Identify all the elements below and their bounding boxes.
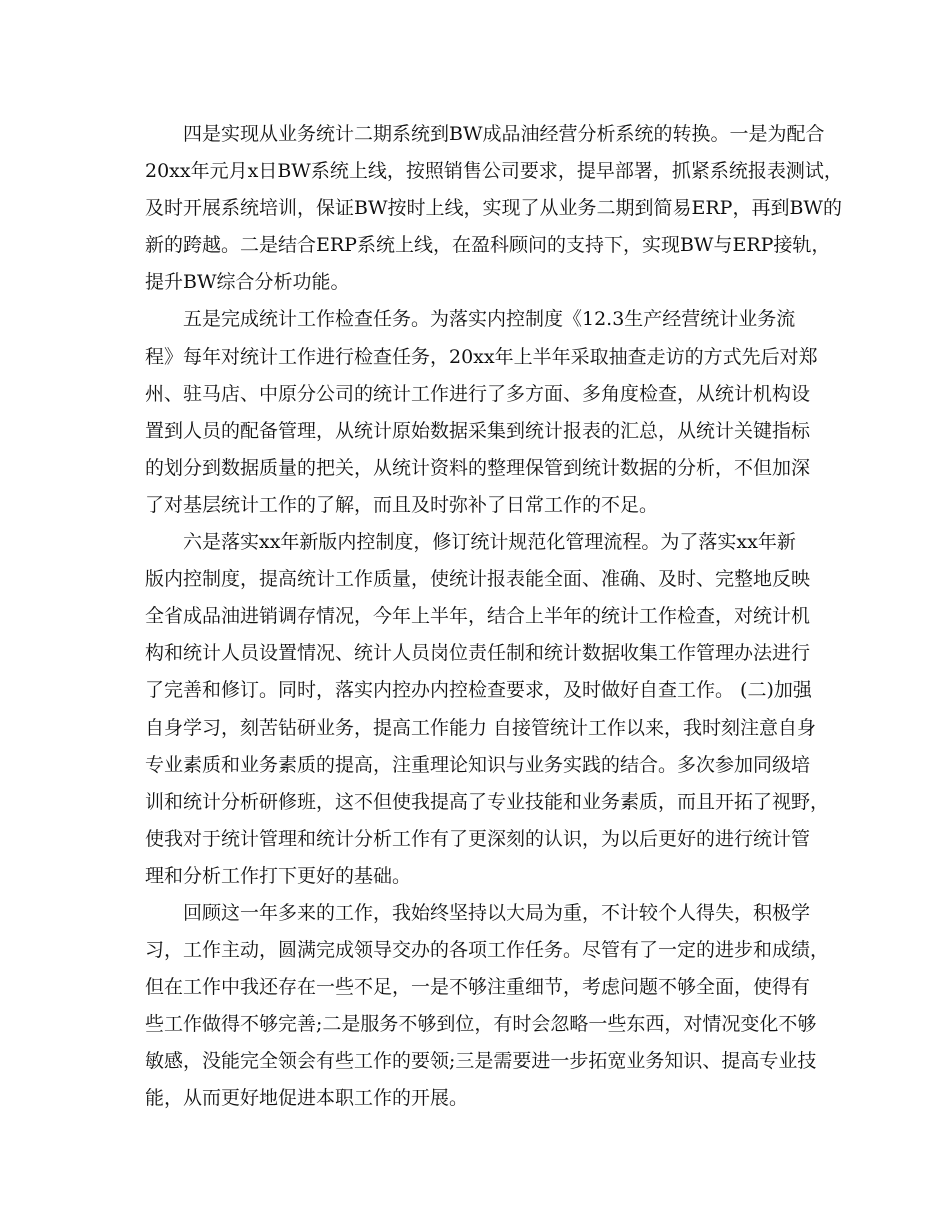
paragraph-review-line-4: 些工作做得不够完善;二是服务不够到位，有时会忽略一些东西，对情况变化不够	[145, 1013, 817, 1036]
paragraph-4-line-4: 新的跨越。二是结合ERP系统上线，在盈科顾问的支持下，实现BW与ERP接轨，	[145, 234, 831, 257]
paragraph-review-line-3: 但在工作中我还存在一些不足，一是不够注重细节，考虑问题不够全面，使得有	[145, 976, 811, 999]
paragraph-review-line-1: 回顾这一年多来的工作，我始终坚持以大局为重，不计较个人得失，积极学	[183, 901, 811, 924]
paragraph-6-line-4: 构和统计人员设置情况、统计人员岗位责任制和统计数据收集工作管理办法进行	[145, 642, 811, 665]
paragraph-review-line-6: 能，从而更好地促进本职工作的开展。	[145, 1087, 469, 1110]
paragraph-4-line-1: 四是实现从业务统计二期系统到BW成品油经营分析系统的转换。一是为配合	[183, 123, 825, 145]
paragraph-5-line-6: 了对基层统计工作的了解，而且及时弥补了日常工作的不足。	[145, 493, 659, 516]
paragraph-6-line-1: 六是落实xx年新版内控制度，修订统计规范化管理流程。为了落实xx年新	[183, 531, 796, 554]
paragraph-review-line-2: 习，工作主动，圆满完成领导交办的各项工作任务。尽管有了一定的进步和成绩，	[145, 939, 830, 962]
paragraph-4-line-2: 20xx年元月x日BW系统上线，按照销售公司要求，提早部署，抓紧系统报表测试，	[145, 160, 843, 183]
paragraph-6-line-10: 理和分析工作打下更好的基础。	[145, 864, 412, 887]
paragraph-5-line-2: 程》每年对统计工作进行检查任务，20xx年上半年采取抽查走访的方式先后对郑	[145, 345, 818, 368]
paragraph-6-line-3: 全省成品油进销调存情况，今年上半年，结合上半年的统计工作检查，对统计机	[145, 605, 811, 628]
paragraph-5-line-4: 置到人员的配备管理，从统计原始数据采集到统计报表的汇总，从统计关键指标	[145, 419, 811, 442]
paragraph-review-line-5: 敏感，没能完全领会有些工作的要领;三是需要进一步拓宽业务知识、提高专业技	[145, 1050, 817, 1073]
paragraph-4-line-5: 提升BW综合分析功能。	[145, 271, 350, 294]
paragraph-5-line-5: 的划分到数据质量的把关，从统计资料的整理保管到统计数据的分析，不但加深	[145, 456, 811, 479]
paragraph-5-line-1: 五是完成统计工作检查任务。为落实内控制度《12.3生产经营统计业务流	[183, 308, 796, 331]
paragraph-5-line-3: 州、驻马店、中原分公司的统计工作进行了多方面、多角度检查，从统计机构设	[145, 382, 811, 405]
paragraph-6-line-8: 训和统计分析研修班，这不但使我提高了专业技能和业务素质，而且开拓了视野，	[145, 790, 830, 813]
paragraph-6-line-7: 专业素质和业务素质的提高，注重理论知识与业务实践的结合。多次参加同级培	[145, 753, 811, 776]
paragraph-6-line-6: 自身学习，刻苦钻研业务，提高工作能力 自接管统计工作以来，我时刻注意自身	[145, 716, 817, 739]
paragraph-6-line-5: 了完善和修订。同时，落实内控办内控检查要求，及时做好自查工作。 (二)加强	[145, 679, 812, 702]
document-body	[145, 116, 843, 1118]
paragraph-4-line-3: 及时开展系统培训，保证BW按时上线，实现了从业务二期到简易ERP，再到BW的	[145, 197, 842, 220]
paragraph-6-line-9: 使我对于统计管理和统计分析工作有了更深刻的认识，为以后更好的进行统计管	[145, 827, 811, 850]
paragraph-6-line-2: 版内控制度，提高统计工作质量，使统计报表能全面、准确、及时、完整地反映	[145, 568, 811, 591]
